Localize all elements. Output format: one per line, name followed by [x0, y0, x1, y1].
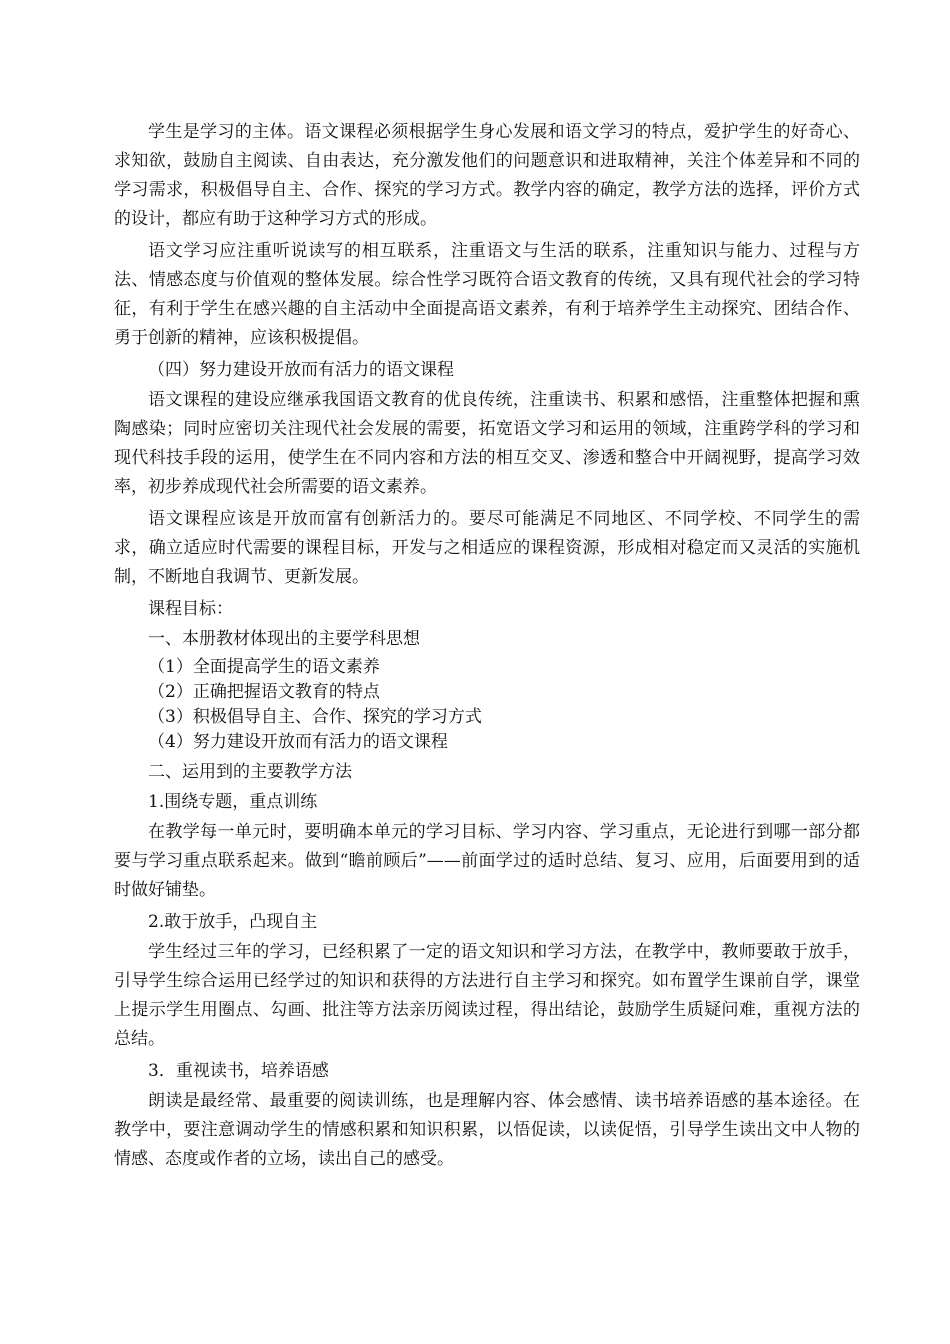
paragraph-method-one: 在教学每一单元时，要明确本单元的学习目标、学习内容、学习重点，无论进行到哪一部分都要与学习重点联系起来。做到“瞻前顾后”——前面学过的适时总结、复习、应用，后面要用到的适时做好铺垫。 — [114, 822, 860, 900]
paragraph-curriculum-construction: 语文课程的建设应继承我国语文教育的优良传统，注重读书、积累和感悟，注重整体把握和熏陶感染；同时应密切关注现代社会发展的需要，拓宽语文学习和运用的领域，注重跨学科的学习和现代科技手段的运用，使学生在不同内容和方法的相互交叉、渗透和整合中开阔视野，提高学习效率，初步养成现代社会所需要的语文素养。 — [114, 390, 860, 497]
list-item: （3）积极倡导自主、合作、探究的学习方式 — [148, 707, 482, 727]
heading-method-one: 1.围绕专题，重点训练 — [148, 792, 318, 812]
heading-course-goals: 课程目标： — [148, 599, 233, 619]
paragraph-integrated-learning: 语文学习应注重听说读写的相互联系，注重语文与生活的联系，注重知识与能力、过程与方法、情感态度与价值观的整体发展。综合性学习既符合语文教育的传统，又具有现代社会的学习特征，有利于学生在感兴趣的自主活动中全面提高语文素养，有利于培养学生主动探究、团结合作、勇于创新的精神，应该积极提倡。 — [114, 241, 860, 348]
heading-method-three: 3．重视读书，培养语感 — [148, 1061, 329, 1081]
paragraph-method-two: 学生经过三年的学习，已经积累了一定的语文知识和学习方法，在教学中，教师要敢于放手，引导学生综合运用已经学过的知识和获得的方法进行自主学习和探究。如布置学生课前自学，课堂上提示学生用圈点、勾画、批注等方法亲历阅读过程，得出结论，鼓励学生质疑问难，重视方法的总结。 — [114, 942, 860, 1049]
heading-section-four: （四）努力建设开放而有活力的语文课程 — [148, 360, 454, 380]
heading-subject-ideas: 一、本册教材体现出的主要学科思想 — [148, 629, 420, 649]
paragraph-method-three: 朗读是最经常、最重要的阅读训练，也是理解内容、体会感情、读书培养语感的基本途径。在教学中，要注意调动学生的情感积累和知识积累，以悟促读，以读促悟，引导学生读出文中人物的情感、态度或作者的立场，读出自己的感受。 — [114, 1091, 860, 1169]
heading-method-two: 2.敢于放手，凸现自主 — [148, 912, 318, 932]
subject-ideas-list — [114, 655, 860, 755]
list-item: （4）努力建设开放而有活力的语文课程 — [148, 732, 448, 752]
paragraph-open-curriculum: 语文课程应该是开放而富有创新活力的。要尽可能满足不同地区、不同学校、不同学生的需求，确立适应时代需要的课程目标，开发与之相适应的课程资源，形成相对稳定而又灵活的实施机制，不断地自我调节、更新发展。 — [114, 509, 860, 587]
document-page — [114, 118, 860, 1177]
list-item: （1）全面提高学生的语文素养 — [148, 657, 380, 677]
heading-teaching-methods: 二、运用到的主要教学方法 — [148, 762, 352, 782]
paragraph-student-subject: 学生是学习的主体。语文课程必须根据学生身心发展和语文学习的特点，爱护学生的好奇心、求知欲，鼓励自主阅读、自由表达，充分激发他们的问题意识和进取精神，关注个体差异和不同的学习需求，积极倡导自主、合作、探究的学习方式。教学内容的确定，教学方法的选择，评价方式的设计，都应有助于这种学习方式的形成。 — [114, 122, 860, 229]
list-item: （2）正确把握语文教育的特点 — [148, 682, 380, 702]
